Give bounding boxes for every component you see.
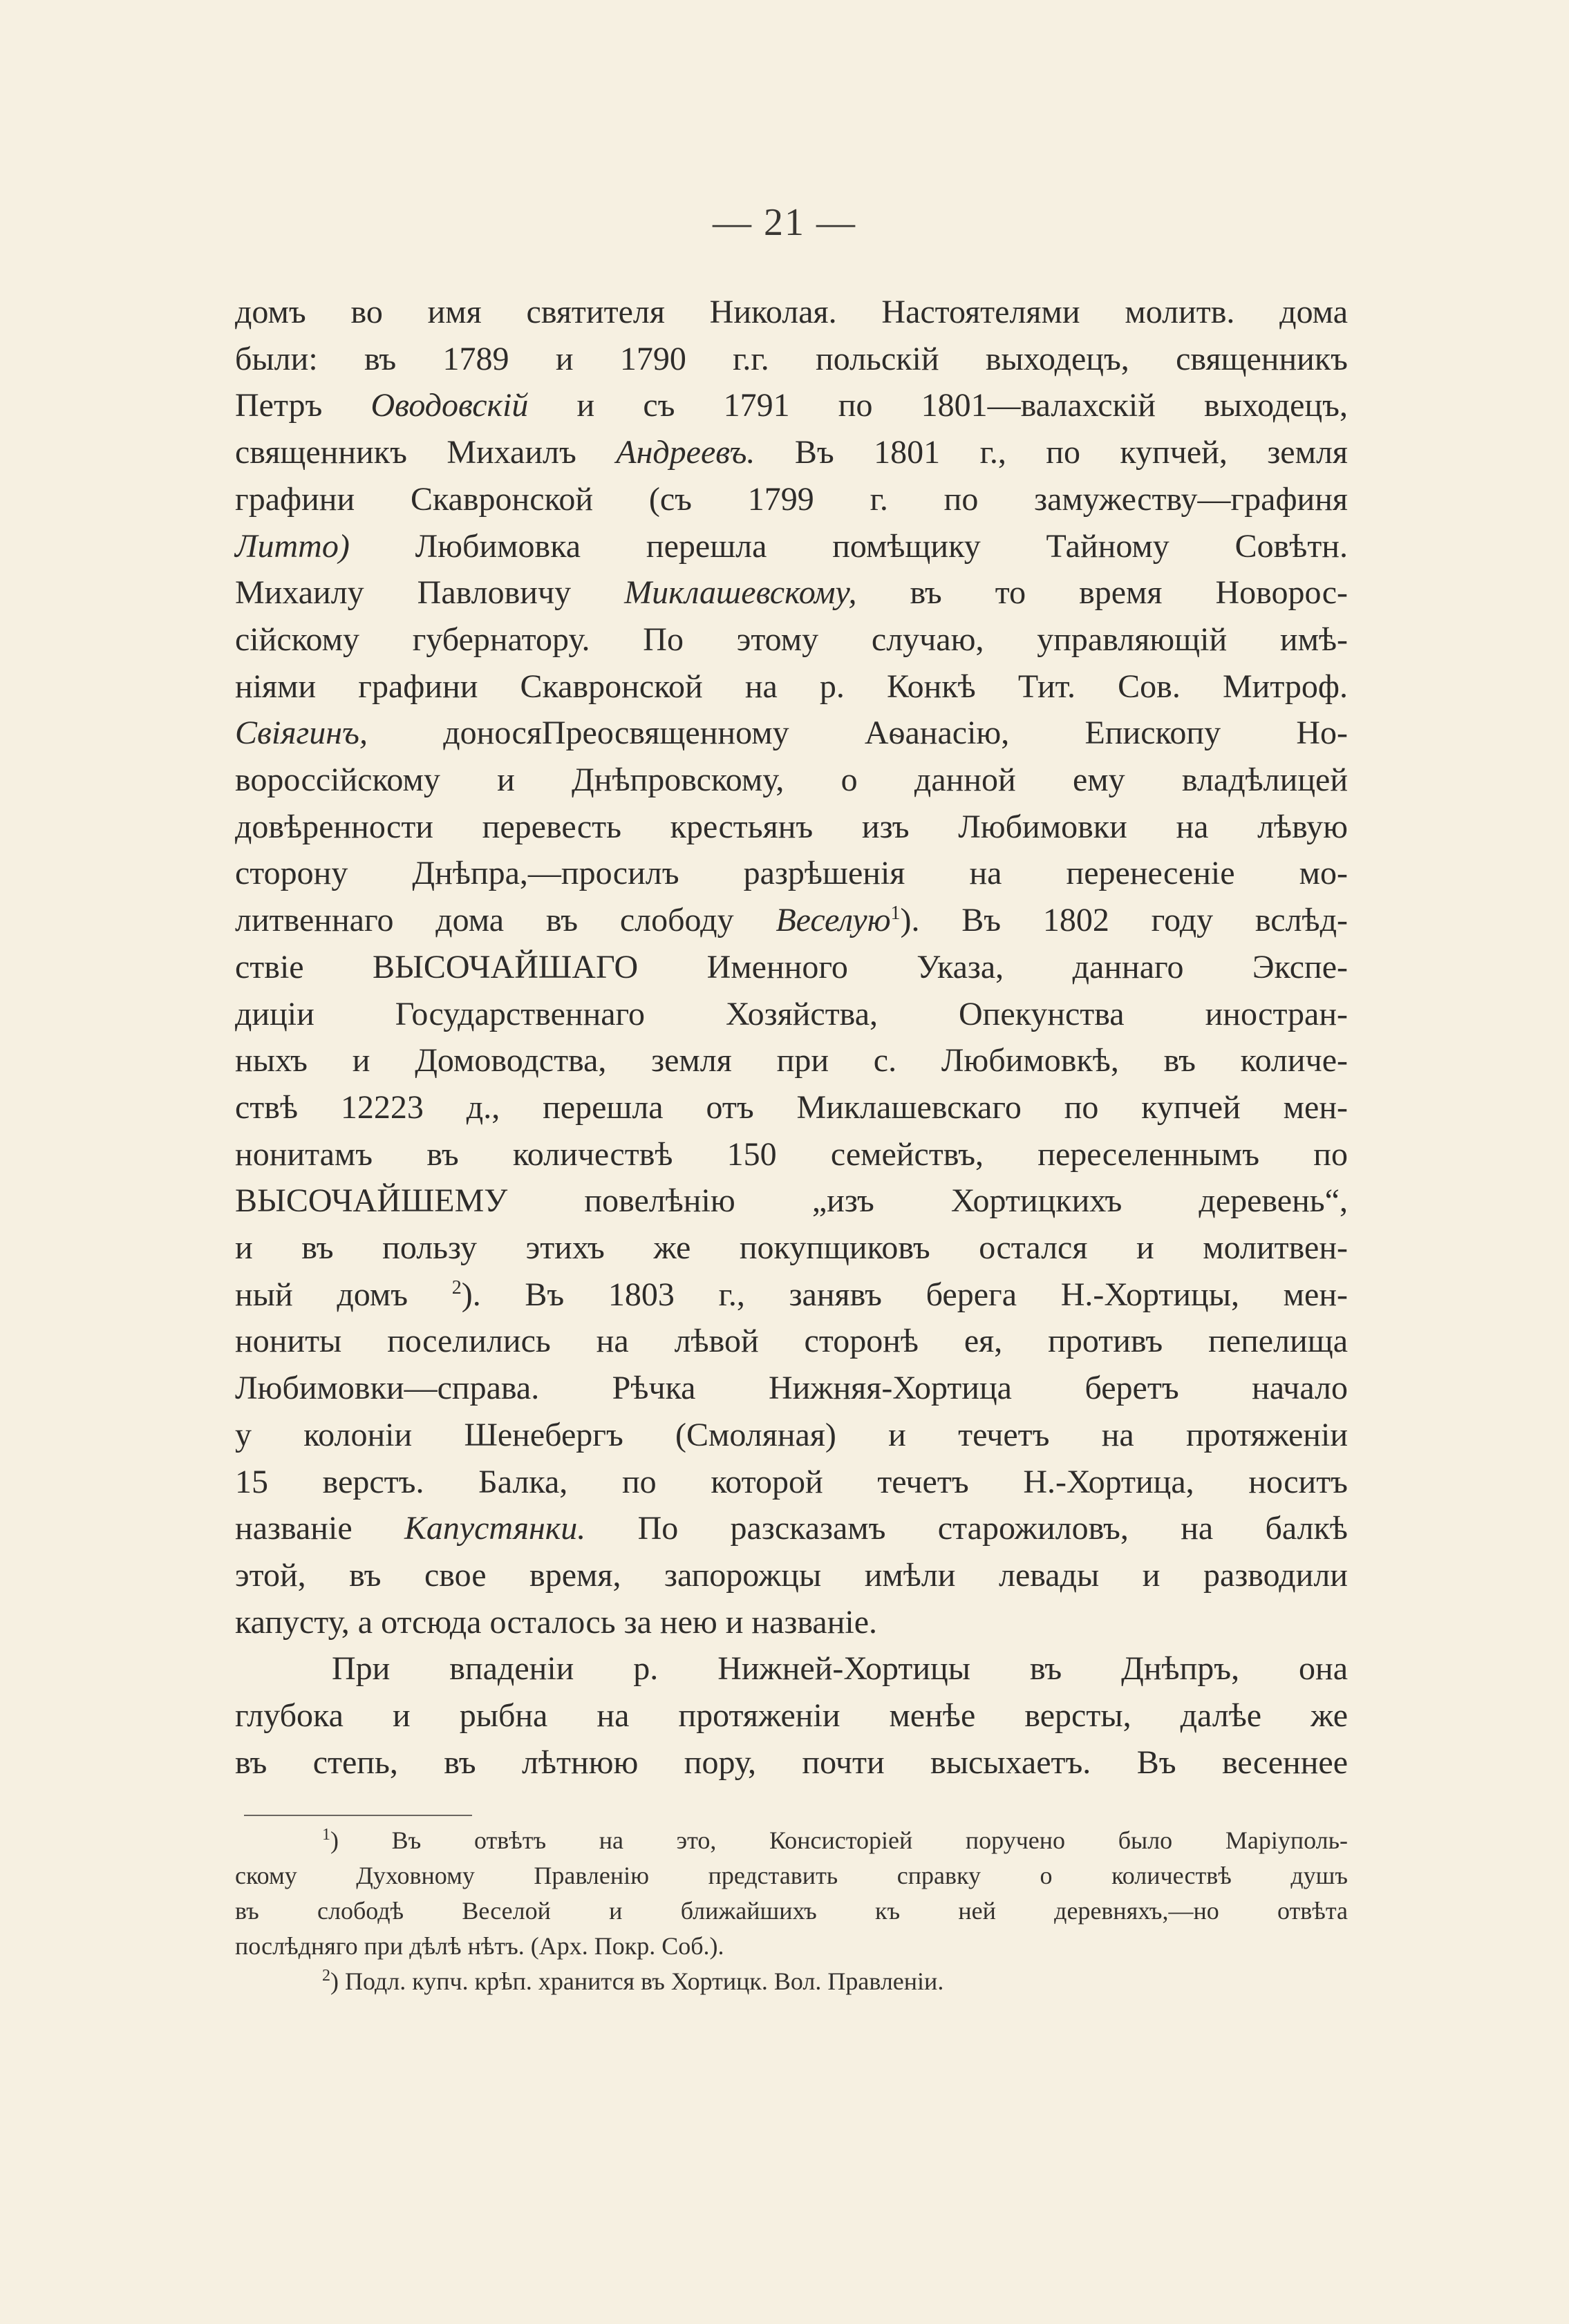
text-run: и въ пользу этихъ же покупщиковъ остался и молитвен-: [235, 1229, 1348, 1267]
text-run: графини Скавронской (съ 1799 г. по замужеству—графиня: [235, 480, 1348, 518]
footnote-ref: 2: [451, 1276, 462, 1298]
text-line: [235, 804, 1348, 851]
text-run: и съ 1791 по 1801—валахскій выходецъ,: [528, 387, 1348, 424]
text-run: ствѣ 12223 д., перешла отъ Миклашевскаго по купчей мен-: [235, 1088, 1348, 1126]
text-run: Михаилу Павловичу: [235, 574, 625, 612]
text-run: въ то время Новорос-: [856, 574, 1349, 612]
text-line: [235, 663, 1348, 710]
text-run: литвеннаго дома въ слободу: [235, 902, 776, 939]
footnote-text: послѣдняго при дѣлѣ нѣтъ. (Арх. Покр. Соб.).: [235, 1932, 724, 1960]
italic-name: Литто): [235, 527, 350, 565]
text-run: Любимовка перешла помѣщику Тайному Совѣтн.: [349, 527, 1348, 565]
text-line: [235, 1178, 1348, 1225]
footnote-line: [235, 1964, 1348, 1999]
text-line: [235, 1739, 1348, 1786]
footnote-line: [235, 1893, 1348, 1929]
text-run: По разсказамъ старожиловъ, на балкѣ: [585, 1510, 1348, 1547]
text-line: [235, 1318, 1348, 1365]
text-run: ніями графини Скавронской на р. Конкѣ Тит. Сов. Митроф.: [235, 668, 1348, 705]
text-run: довѣренности перевесть крестьянъ изъ Любимовки на лѣвую: [235, 808, 1348, 845]
text-run: ныхъ и Домоводства, земля при с. Любимовкѣ, въ количе-: [235, 1042, 1348, 1079]
footnote-line: [235, 1929, 1348, 1964]
text-run: этой, въ свое время, запорожцы имѣли левады и разводили: [235, 1556, 1348, 1594]
text-line: [235, 1412, 1348, 1459]
footnote-rule: [244, 1815, 472, 1816]
footnote-ref: 1: [890, 903, 901, 925]
text-line: [235, 991, 1348, 1038]
text-run: названіе: [235, 1510, 404, 1547]
text-run: При впаденіи р. Нижней-Хортицы въ Днѣпръ, она: [332, 1650, 1348, 1688]
footnote-line: [235, 1823, 1348, 1858]
text-line: [235, 476, 1348, 523]
text-run: Любимовки—справа. Рѣчка Нижняя-Хортица беретъ начало: [235, 1370, 1348, 1407]
text-line: [235, 1272, 1348, 1319]
text-line: [235, 1692, 1348, 1739]
footnote-text: Подл. купч. крѣп. хранится въ Хортицк. Вол. Правленіи.: [345, 1967, 944, 1995]
text-run: диціи Государственнаго Хозяйства, Опекунства иностран-: [235, 995, 1348, 1032]
text-run: сійскому губернатору. По этому случаю, управляющій имѣ-: [235, 621, 1348, 658]
text-line: [235, 382, 1348, 429]
footnote-line: [235, 1858, 1348, 1893]
italic-name: Свіягинъ,: [235, 715, 368, 752]
text-line: [235, 616, 1348, 663]
footnote-text: скому Духовному Правленію представить справку о количествѣ душъ: [235, 1862, 1348, 1889]
text-run: Петръ: [235, 387, 371, 424]
text-run: Въ 1801 г., по купчей, земля: [755, 434, 1348, 471]
text-run: ствіе ВЫСОЧАЙШАГО Именного Указа, даннаго Экспе-: [235, 948, 1348, 985]
text-line: [235, 1459, 1348, 1506]
footnote-paren: ): [330, 1826, 392, 1854]
text-line: [235, 1645, 1348, 1692]
text-run: ). Въ 1802 году вслѣд-: [900, 902, 1348, 939]
text-line: [235, 1084, 1348, 1131]
text-run: ). Въ 1803 г., занявъ берега Н.-Хортицы, мен-: [461, 1276, 1348, 1313]
footnote-text: въ слободѣ Веселой и ближайшихъ къ ней деревняхъ,—но отвѣта: [235, 1897, 1348, 1925]
text-run: нонитамъ въ количествѣ 150 семействъ, переселеннымъ по: [235, 1135, 1348, 1173]
text-run: сторону Днѣпра,—просилъ разрѣшенія на перенесеніе мо-: [235, 855, 1348, 892]
text-line: [235, 1599, 1348, 1646]
text-run: вороссійскому и Днѣпровскому, о данной ему владѣлицей: [235, 762, 1348, 799]
text-line: [235, 897, 1348, 944]
text-line: [235, 429, 1348, 476]
text-run: нониты поселились на лѣвой сторонѣ ея, противъ пепелища: [235, 1323, 1348, 1360]
text-run: ный домъ: [235, 1276, 452, 1313]
text-line: [235, 710, 1348, 757]
italic-name: Миклашевскому,: [624, 574, 857, 612]
text-line: [235, 757, 1348, 804]
text-line: [235, 1131, 1348, 1178]
italic-name: Андреевъ.: [616, 434, 755, 471]
footnote-mark: 1: [322, 1826, 330, 1844]
italic-name: Капустянки.: [404, 1510, 586, 1547]
text-run: ВЫСОЧАЙШЕМУ повелѣнію „изъ Хортицкихъ деревень“,: [235, 1182, 1348, 1220]
text-run: были: въ 1789 и 1790 г.г. польскій выходецъ, священникъ: [235, 340, 1348, 377]
footnotes: [235, 1823, 1348, 1999]
text-line: [235, 569, 1348, 616]
text-line: [235, 1365, 1348, 1412]
footnote-mark: 2: [322, 1967, 330, 1985]
text-run: 15 верстъ. Балка, по которой течетъ Н.-Хортица, носитъ: [235, 1463, 1348, 1500]
text-line: [235, 850, 1348, 897]
text-line: [235, 336, 1348, 383]
body-text: [235, 289, 1348, 1786]
text-line: [235, 944, 1348, 991]
text-line: [235, 523, 1348, 570]
text-line: [235, 289, 1348, 336]
text-run: доносяПреосвященному Аѳанасію, Епископу Но-: [367, 715, 1348, 752]
footnote-text: Въ отвѣтъ на это, Консисторіей поручено было Маріуполь-: [391, 1826, 1348, 1854]
text-line: [235, 1037, 1348, 1084]
page-number: — 21 —: [713, 201, 856, 244]
text-line: [235, 1505, 1348, 1552]
text-run: капусту, а отсюда осталось за нею и названіе.: [235, 1603, 878, 1641]
text-line: [235, 1225, 1348, 1272]
text-run: священникъ Михаилъ: [235, 434, 617, 471]
italic-name: Оводовскій: [370, 387, 529, 424]
text-run: глубока и рыбна на протяженіи менѣе версты, далѣе же: [235, 1697, 1348, 1735]
text-line: [235, 1552, 1348, 1599]
italic-name: Веселую: [776, 902, 891, 939]
footnote-paren: ): [330, 1967, 345, 1995]
text-run: у колоніи Шенебергъ (Смоляная) и течетъ на протяженіи: [235, 1416, 1348, 1453]
text-run: въ степь, въ лѣтнюю пору, почти высыхаетъ. Въ весеннее: [235, 1744, 1348, 1781]
text-run: домъ во имя святителя Николая. Настоятелями молитв. дома: [235, 294, 1348, 330]
